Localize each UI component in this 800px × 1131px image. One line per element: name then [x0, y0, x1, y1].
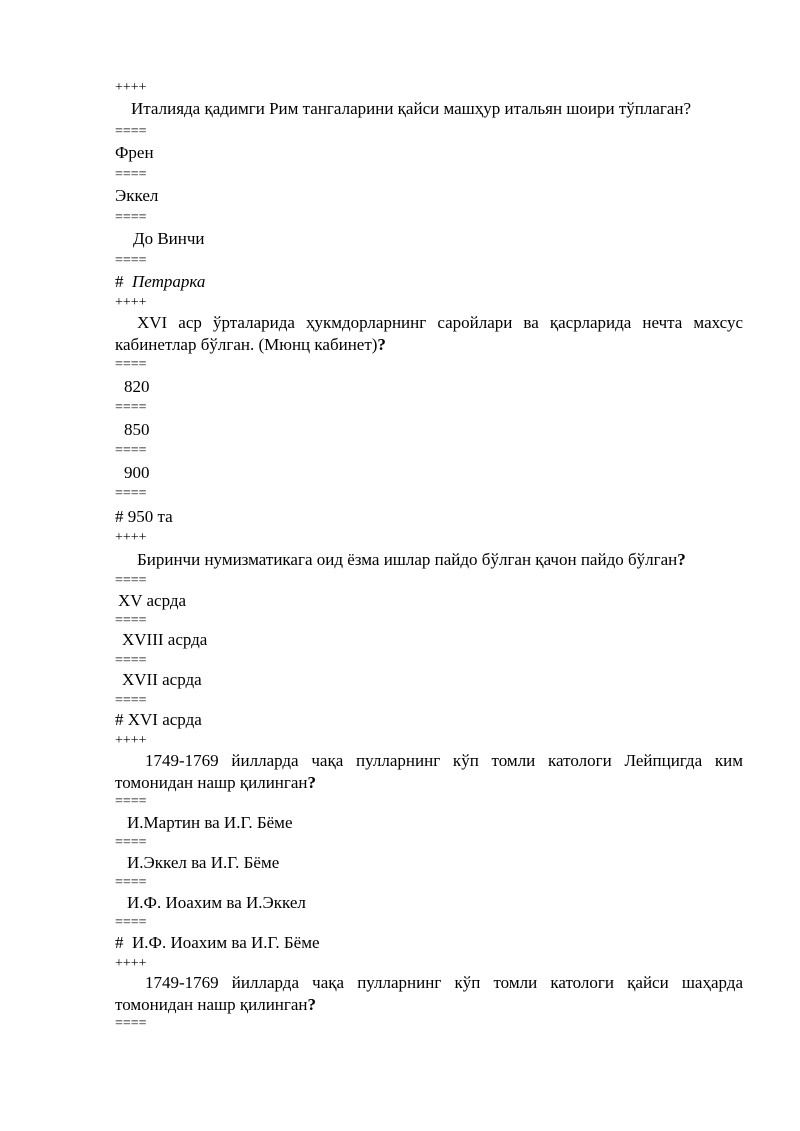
answer-option: 850: [124, 420, 150, 439]
option-separator: ====: [115, 167, 147, 182]
question-body: 1749-1769 йилларда чақа пулларнинг кўп томли катологи Лейпцигда ким томонидан нашр қилинган: [115, 751, 743, 792]
question-separator: ++++: [115, 80, 147, 95]
option-separator: ====: [115, 400, 147, 415]
option-separator: ====: [115, 794, 147, 809]
question-text: [115, 972, 743, 1016]
question-text: [115, 312, 743, 356]
correct-answer: [115, 710, 202, 730]
answer-option: Френ: [115, 143, 154, 162]
option-separator: ====: [115, 613, 147, 628]
correct-answer-mark: #: [115, 710, 124, 729]
correct-answer-text: XVI асрда: [127, 710, 202, 729]
correct-answer-text: И.Ф. Иоахим ва И.Г. Бёме: [132, 933, 320, 952]
option-separator: ====: [115, 915, 147, 930]
correct-answer-text: 950 та: [127, 507, 173, 526]
correct-answer-mark: #: [115, 272, 124, 291]
option-separator: ====: [115, 357, 147, 372]
answer-option: 820: [124, 377, 150, 396]
correct-answer: [115, 933, 320, 953]
option-separator: ====: [115, 693, 147, 708]
question-text: [137, 550, 686, 570]
answer-option: И.Ф. Иоахим ва И.Эккел: [127, 893, 306, 912]
option-separator: ====: [115, 486, 147, 501]
question-mark: ?: [307, 995, 317, 1014]
question-text: [115, 750, 743, 794]
question-mark: ?: [377, 335, 386, 354]
question-separator: ++++: [115, 530, 147, 545]
question-separator: ++++: [115, 956, 147, 971]
answer-option: XVII асрда: [122, 670, 202, 689]
answer-option: XVIII асрда: [122, 630, 208, 649]
option-separator: ====: [115, 1016, 147, 1031]
option-separator: ====: [115, 653, 147, 668]
correct-answer-mark: #: [115, 933, 124, 952]
answer-option: До Винчи: [133, 229, 205, 248]
correct-answer: [115, 507, 173, 527]
option-separator: ====: [115, 443, 147, 458]
question-mark: ?: [307, 773, 317, 792]
answer-option: И.Эккел ва И.Г. Бёме: [127, 853, 280, 872]
option-separator: ====: [115, 573, 147, 588]
question-body: Биринчи нумизматикага оид ёзма ишлар пайдо бўлган қачон пайдо бўлган: [137, 550, 678, 569]
answer-option: Эккел: [115, 186, 159, 205]
answer-option: XV асрда: [118, 591, 187, 610]
question-text: Италияда қадимги Рим тангаларини қайси машҳур итальян шоири тўплаган?: [131, 99, 692, 118]
correct-answer-mark: #: [115, 507, 124, 526]
option-separator: ====: [115, 835, 147, 850]
question-mark: ?: [677, 550, 686, 569]
answer-option: И.Мартин ва И.Г. Бёме: [127, 813, 293, 832]
question-separator: ++++: [115, 295, 147, 310]
question-body: 1749-1769 йилларда чақа пулларнинг кўп томли катологи қайси шаҳарда томонидан нашр қилинган: [115, 973, 743, 1014]
answer-option: 900: [124, 463, 150, 482]
correct-answer-text: Петрарка: [132, 272, 206, 291]
question-separator: ++++: [115, 733, 147, 748]
question-body: XVI аср ўрталарида ҳукмдорларнинг саройлари ва қасрларида нечта махсус кабинетлар бўлган. (Мюнц кабинет): [115, 313, 743, 354]
option-separator: ====: [115, 210, 147, 225]
option-separator: ====: [115, 124, 147, 139]
option-separator: ====: [115, 253, 147, 268]
option-separator: ====: [115, 875, 147, 890]
correct-answer: [115, 272, 205, 292]
